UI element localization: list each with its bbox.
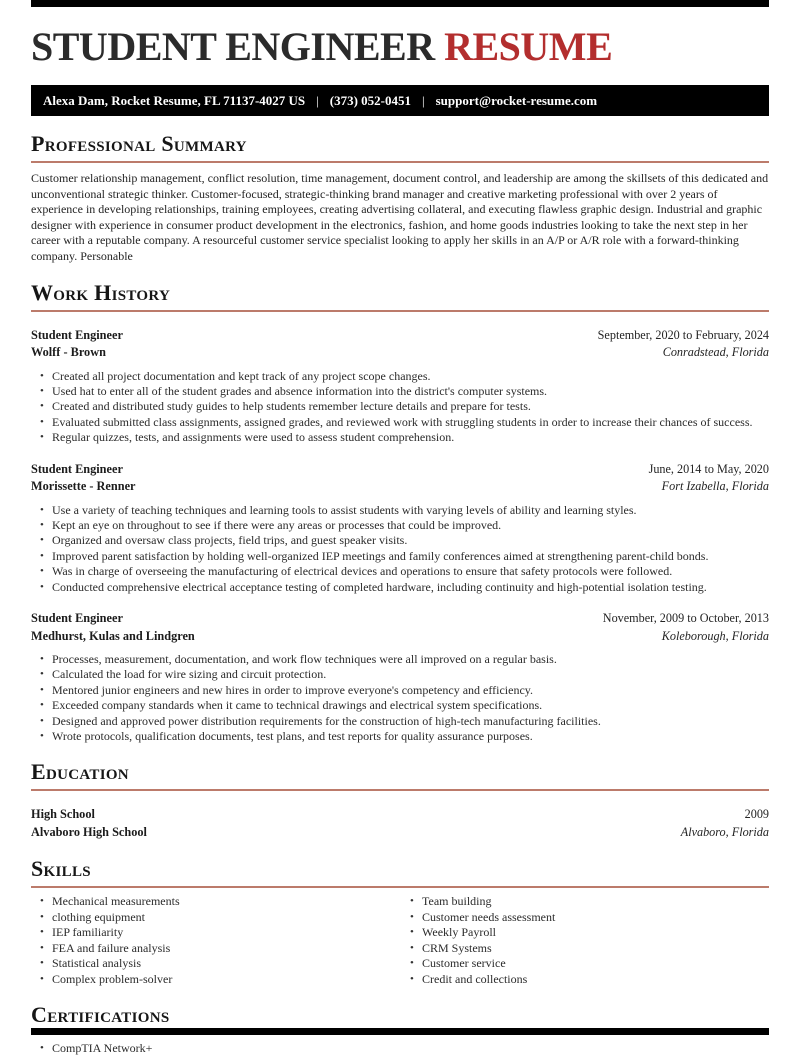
job-company: Morissette - Renner [31,479,136,494]
job-dates: November, 2009 to October, 2013 [602,611,769,626]
skill-item: • IEP familiarity [52,925,401,940]
job-company: Medhurst, Kulas and Lindgren [31,628,195,643]
skill-item: • Mechanical measurements [52,894,401,909]
job-title-row [31,610,769,628]
job-bullet: • Use a variety of teaching techniques and learning tools to assist students with varying levels of ability and learning styles. [52,503,769,518]
job-location: Fort Izabella, Florida [661,479,769,494]
job-company: Wolff - Brown [31,345,106,360]
job-bullet-list [31,369,769,446]
section-rule [31,310,769,312]
contact-phone: (373) 052-0451 [329,92,412,108]
skill-item: • CRM Systems [422,941,769,956]
job-title: Student Engineer [31,461,123,476]
section-education [31,760,769,841]
section-professional-summary [31,132,769,265]
job-bullet: • Exceeded company standards when it came to technical drawings and electrical system specifications. [52,698,769,713]
section-rule [31,789,769,791]
education-location: Alvaboro, Florida [680,824,769,839]
skill-item: • Customer service [422,956,769,971]
job-entry [31,610,769,744]
certifications-heading: Certifications [31,1001,170,1027]
skills-column-left [31,894,401,986]
job-company-row [31,344,769,362]
skill-item: • clothing equipment [52,910,401,925]
job-bullet: • Created all project documentation and kept track of any project scope changes. [52,369,769,384]
job-bullet: • Created and distributed study guides to help students remember lecture details and prepare for tests. [52,399,769,414]
section-rule [31,886,769,888]
education-heading: Education [31,759,129,785]
job-bullet: • Wrote protocols, qualification documents, test plans, and test reports for quality assurance purposes. [52,729,769,744]
skill-item: • Credit and collections [422,972,769,987]
certification-item: • CompTIA Network+ [52,1041,769,1056]
page-title-role: STUDENT ENGINEER [31,24,435,69]
job-title-row [31,327,769,345]
job-bullet: • Improved parent satisfaction by holding well-organized IEP meetings and family conferences aimed at strengthening parent-child bonds. [52,549,769,564]
job-bullet: • Evaluated submitted class assignments, assigned grades, and reviewed work with struggling students in order to increase their chances of success. [52,415,769,430]
work-history-heading: Work History [31,279,171,305]
job-bullet-list [31,652,769,744]
contact-separator: | [316,92,319,108]
job-bullet: • Regular quizzes, tests, and assignments were used to assess student comprehension. [52,430,769,445]
job-bullet: • Calculated the load for wire sizing and circuit protection. [52,667,769,682]
job-bullet: • Processes, measurement, documentation, and work flow techniques were all improved on a regular basis. [52,652,769,667]
education-year: 2009 [744,807,769,822]
job-bullet: • Organized and oversaw class projects, field trips, and guest speaker visits. [52,533,769,548]
job-dates: September, 2020 to February, 2024 [597,327,769,342]
job-bullet: • Conducted comprehensive electrical acceptance testing of completed hardware, including continuity and high-potential isolation testing. [52,580,769,595]
page-title [31,25,769,69]
section-skills [31,857,769,986]
section-rule [31,161,769,163]
job-title: Student Engineer [31,611,123,626]
job-bullet-list [31,503,769,595]
job-bullet: • Used hat to enter all of the student grades and absence information into the district's computer systems. [52,384,769,399]
education-degree-row [31,806,769,824]
skill-item: • Weekly Payroll [422,925,769,940]
education-entry [31,806,769,841]
job-title: Student Engineer [31,327,123,342]
education-degree: High School [31,807,95,822]
skill-item: • Complex problem-solver [52,972,401,987]
skill-item: • Team building [422,894,769,909]
section-work-history [31,281,769,745]
bottom-border-bar [31,1028,769,1035]
summary-paragraph: Customer relationship management, conflict resolution, time management, document control, and leadership are among the skillsets of this dedicated and unconventional strategic thinker. Customer-focused, strategic-thinking brand manager and creative marketing professional with over 2 years of experience in developing relationships, training employees, creating advertising collateral, and executing flawless graphic design. Industrial and graphic designer with experience in consumer product development in the electronics, fashion, and home goods industries looking to take the next step in her career with a reputable company. A resourceful customer service specialist looking to apply her skills in an A/P or A/R role with a forward-thinking company. Personable [31,171,769,263]
skills-list-left [31,894,401,986]
education-school-row [31,824,769,842]
top-border-bar [31,0,769,7]
professional-summary-heading: Professional Summary [31,131,247,156]
skill-item: • Customer needs assessment [422,910,769,925]
job-dates: June, 2014 to May, 2020 [648,461,769,476]
contact-name-address: Alexa Dam, Rocket Resume, FL 71137-4027 US [43,92,306,108]
skills-columns [31,894,769,986]
job-bullet: • Mentored junior engineers and new hires in order to improve everyone's competency and efficiency. [52,683,769,698]
skill-item: • Statistical analysis [52,956,401,971]
job-title-row [31,461,769,479]
contact-email: support@rocket-resume.com [435,92,598,108]
skill-item: • FEA and failure analysis [52,941,401,956]
page-title-accent: RESUME [444,24,613,69]
job-entry [31,461,769,595]
job-bullet: • Kept an eye on throughout to see if there were any areas or processes that could be improved. [52,518,769,533]
job-bullet: • Was in charge of overseeing the manufacturing of electrical devices and operations to ensure that safety protocols were followed. [52,564,769,579]
contact-bar [31,85,769,116]
skills-column-right [401,894,769,986]
job-location: Koleborough, Florida [661,628,769,643]
job-company-row [31,628,769,646]
skills-heading: Skills [31,856,91,882]
job-entry [31,327,769,446]
certifications-list [31,1041,769,1056]
job-location: Conradstead, Florida [662,345,769,360]
skills-list-right [401,894,769,986]
education-school: Alvaboro High School [31,824,147,839]
job-bullet: • Designed and approved power distribution requirements for the construction of high-tech manufacturing facilities. [52,714,769,729]
job-company-row [31,478,769,496]
contact-separator: | [422,92,425,108]
